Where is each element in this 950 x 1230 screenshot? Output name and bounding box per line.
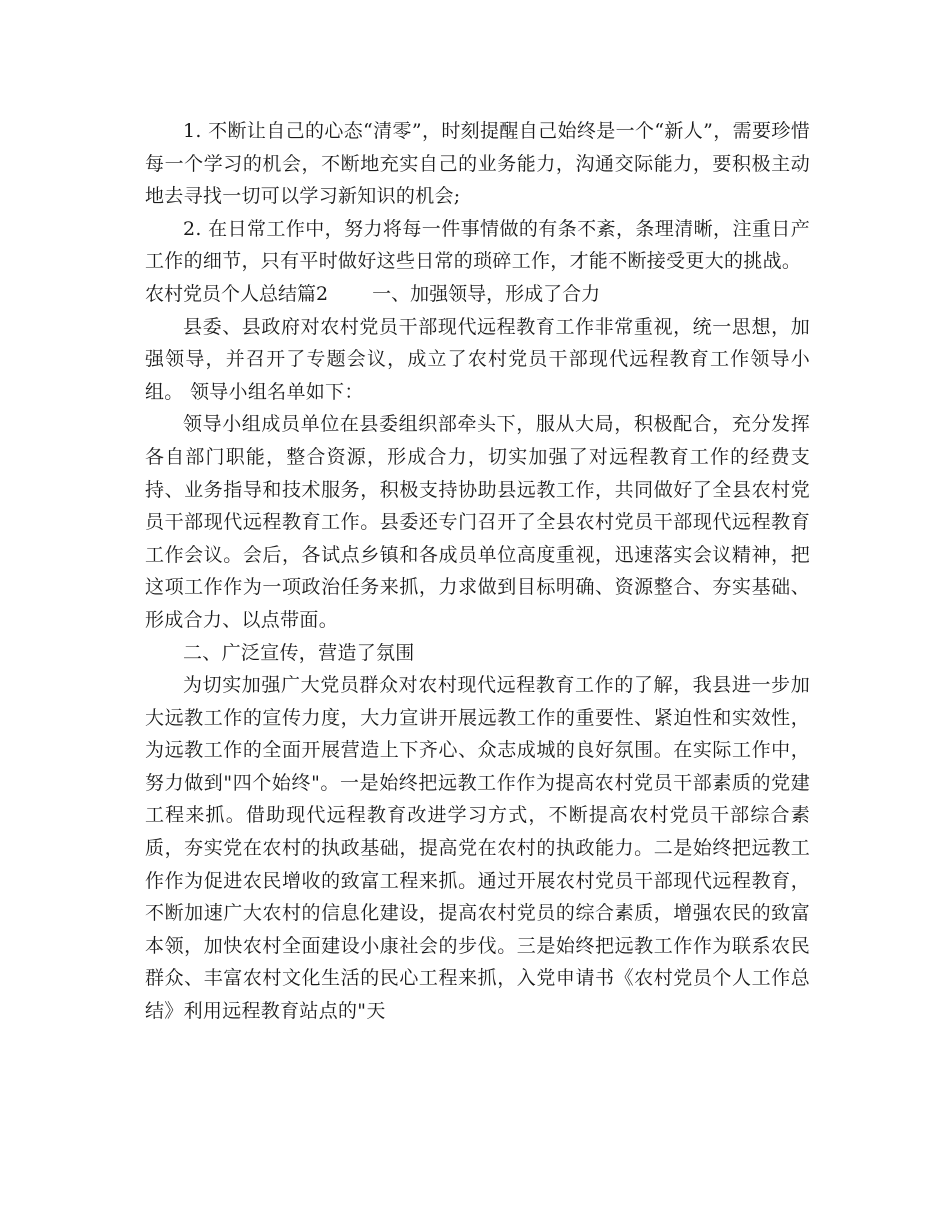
paragraph-2: 2. 在日常工作中，努力将每一件事情做的有条不紊，条理清晰，注重日产工作的细节，只有平时做好这些日常的琐碎工作，才能不断接受更大的挑战。 — [145, 217, 810, 273]
paragraph-3: 县委、县政府对农村党员干部现代远程教育工作非常重视，统一思想，加强领导，并召开了专题会议，成立了农村党员干部现代远程教育工作领导小组。 领导小组名单如下： — [145, 315, 810, 403]
paragraph-1: 1. 不断让自己的心态“清零”，时刻提醒自己始终是一个“新人”，需要珍惜每一个学习的机会，不断地充实自己的业务能力，沟通交际能力，要积极主动地去寻找一切可以学习新知识的机会; — [145, 120, 810, 208]
section-heading-1: 一、加强领导，形成了合力 — [372, 282, 601, 305]
section-title-line — [145, 278, 810, 311]
section-heading-2: 二、广泛宣传，营造了氛围 — [183, 641, 415, 664]
paragraph-4: 领导小组成员单位在县委组织部牵头下，服从大局，积极配合，充分发挥各自部门职能，整合资源，形成合力，切实加强了对远程教育工作的经费支持、业务指导和技术服务，积极支持协助县远教工作，共同做好了全县农村党员干部现代远程教育工作。县委还专门召开了全县农村党员干部现代远程教育工作会议。会后，各试点乡镇和各成员单位高度重视，迅速落实会议精神，把这项工作作为一项政治任务来抓，力求做到目标明确、资源整合、夯实基础、形成合力、以点带面。 — [145, 413, 810, 631]
paragraph-5: 为切实加强广大党员群众对农村现代远程教育工作的了解，我县进一步加大远教工作的宣传力度，大力宣讲开展远教工作的重要性、紧迫性和实效性，为远教工作的全面开展营造上下齐心、众志成城的良好氛围。在实际工作中，努力做到"四个始终"。一是始终把远教工作作为提高农村党员干部素质的党建工程来抓。借助现代远程教育改进学习方式，不断提高农村党员干部综合素质，夯实党在农村的执政基础，提高党在农村的执政能力。二是始终把远教工作作为促进农民增收的致富工程来抓。通过开展农村党员干部现代远程教育，不断加速广大农村的信息化建设，提高农村党员的综合素质，增强农民的致富本领，加快农村全面建设小康社会的步伐。三是始终把远教工作作为联系农民群众、丰富农村文化生活的民心工程来抓，入党申请书《农村党员个人工作总结》利用远程教育站点的"天 — [145, 674, 810, 1023]
section-title: 农村党员个人总结篇2 — [145, 282, 329, 305]
document-body — [145, 115, 810, 1028]
